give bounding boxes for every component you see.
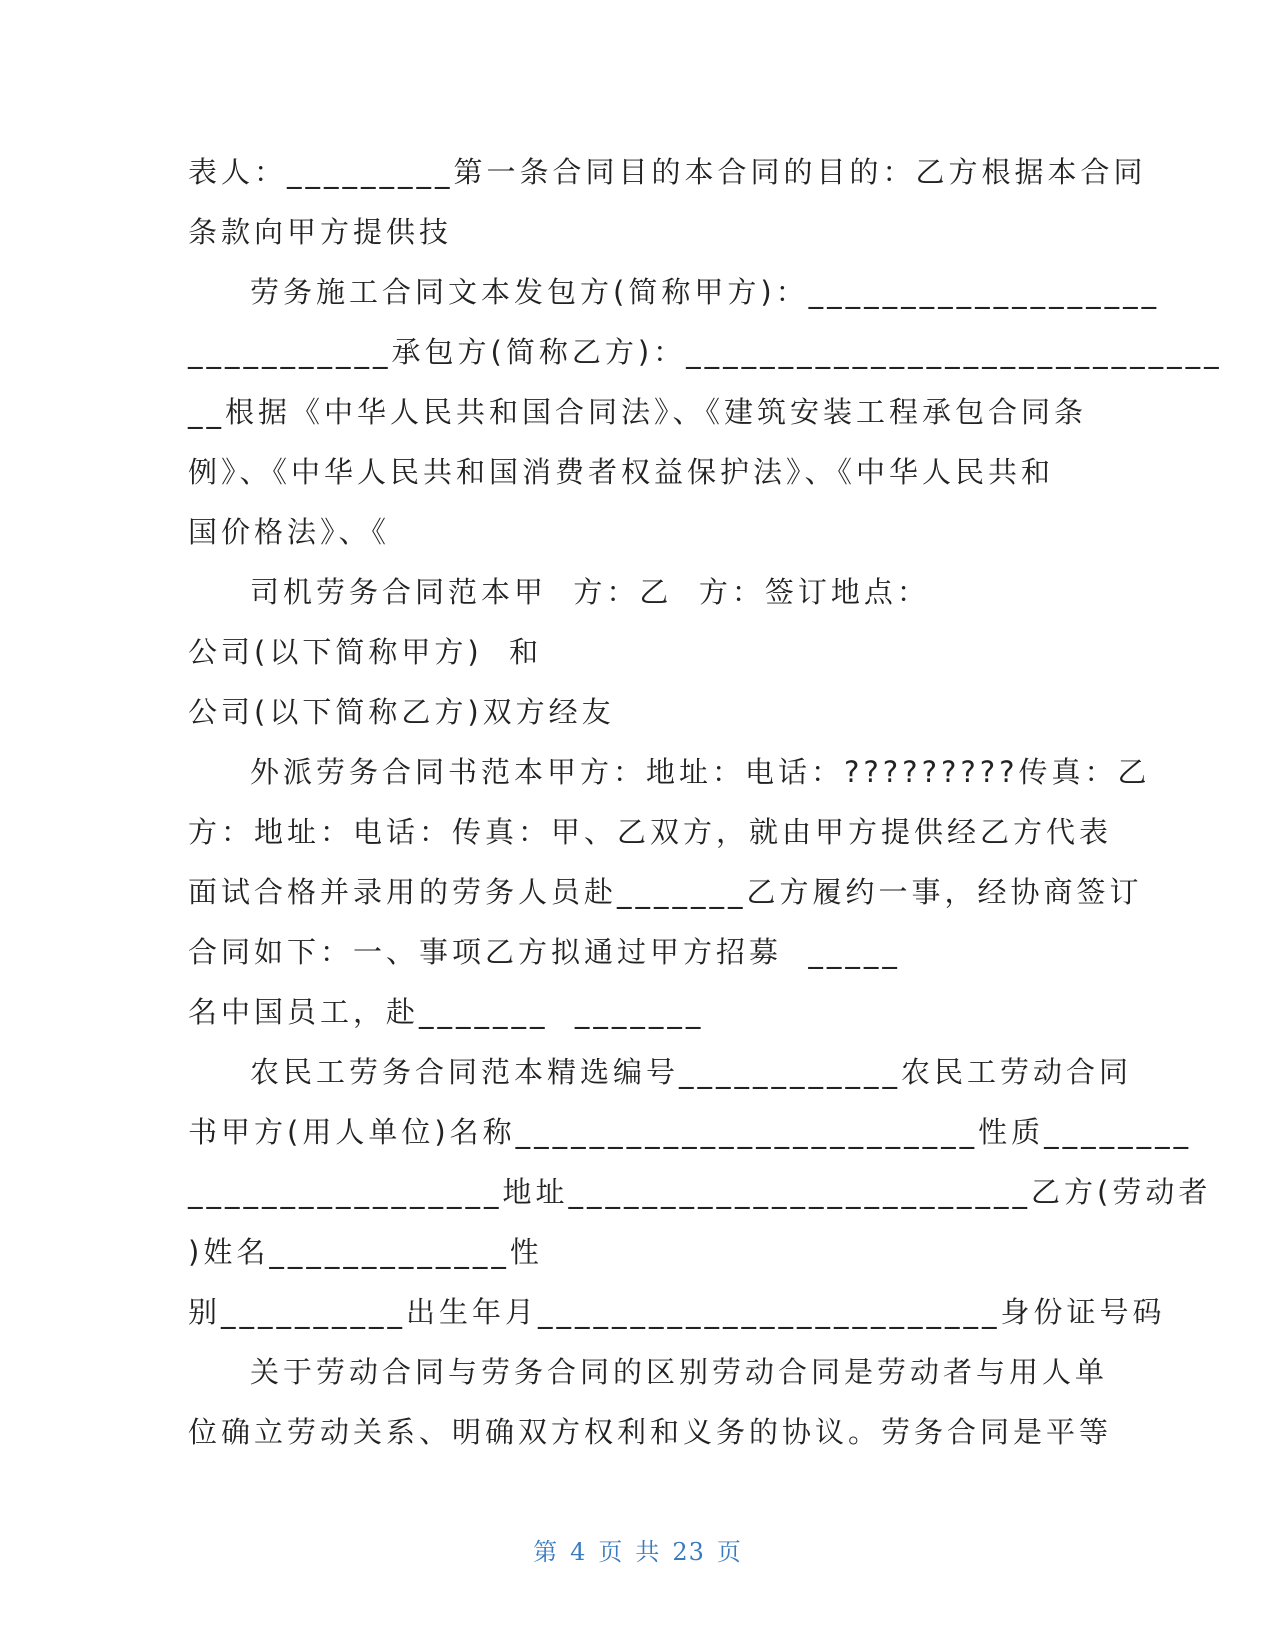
- text-line: 方：地址：电话：传真：甲、乙双方，就由甲方提供经乙方代表: [188, 815, 1113, 849]
- paragraph-start-line: 关于劳动合同与劳务合同的区别劳动合同是劳动者与用人单: [250, 1355, 1109, 1389]
- text-line: 别__________出生年月_________________________身份证号码: [188, 1295, 1166, 1329]
- text-line: __根据《中华人民共和国合同法》、《建筑安装工程承包合同条: [188, 395, 1088, 429]
- text-line: )姓名_____________性: [188, 1235, 543, 1269]
- text-line: 例》、《中华人民共和国消费者权益保护法》、《中华人民共和: [188, 455, 1055, 489]
- page-label: 页: [598, 1538, 624, 1566]
- page-total: 23: [672, 1538, 705, 1566]
- paragraph-start-line: 劳务施工合同文本发包方(简称甲方)：___________________: [250, 275, 1161, 309]
- total-label: 页: [716, 1538, 742, 1566]
- paragraph-start-line: 农民工劳务合同范本精选编号____________农民工劳动合同: [250, 1055, 1133, 1089]
- page-footer: [0, 1532, 1275, 1567]
- text-line: 公司(以下简称乙方)双方经友: [188, 695, 615, 729]
- document-body: [188, 142, 1223, 1462]
- text-line: 合同如下：一、事项乙方拟通过甲方招募 _____: [188, 935, 901, 969]
- text-line: 名中国员工，赴_______ _______: [188, 995, 705, 1029]
- text-line: 公司(以下简称甲方) 和: [188, 635, 543, 669]
- text-line: 位确立劳动关系、明确双方权利和义务的协议。劳务合同是平等: [188, 1415, 1113, 1449]
- page-prefix: 第: [533, 1538, 559, 1566]
- text-line: 国价格法》、《: [188, 515, 391, 549]
- page-number: 4: [570, 1538, 587, 1566]
- text-line: 面试合格并录用的劳务人员赴_______乙方履约一事，经协商签订: [188, 875, 1143, 909]
- text-line: 条款向甲方提供技: [188, 215, 453, 249]
- total-prefix: 共: [635, 1538, 661, 1566]
- paragraph-start-line: 司机劳务合同范本甲 方：乙 方：签订地点：: [250, 575, 930, 609]
- paragraph-start-line: 外派劳务合同书范本甲方：地址：电话：?????????传真：乙: [250, 755, 1151, 789]
- text-line: ___________承包方(简称乙方)：_____________________________: [188, 335, 1223, 369]
- text-line: _________________地址_________________________乙方(劳动者: [188, 1175, 1212, 1209]
- text-line: 书甲方(用人单位)名称_________________________性质________: [188, 1115, 1193, 1149]
- text-line: 表人：_________第一条合同目的本合同的目的：乙方根据本合同: [188, 155, 1147, 189]
